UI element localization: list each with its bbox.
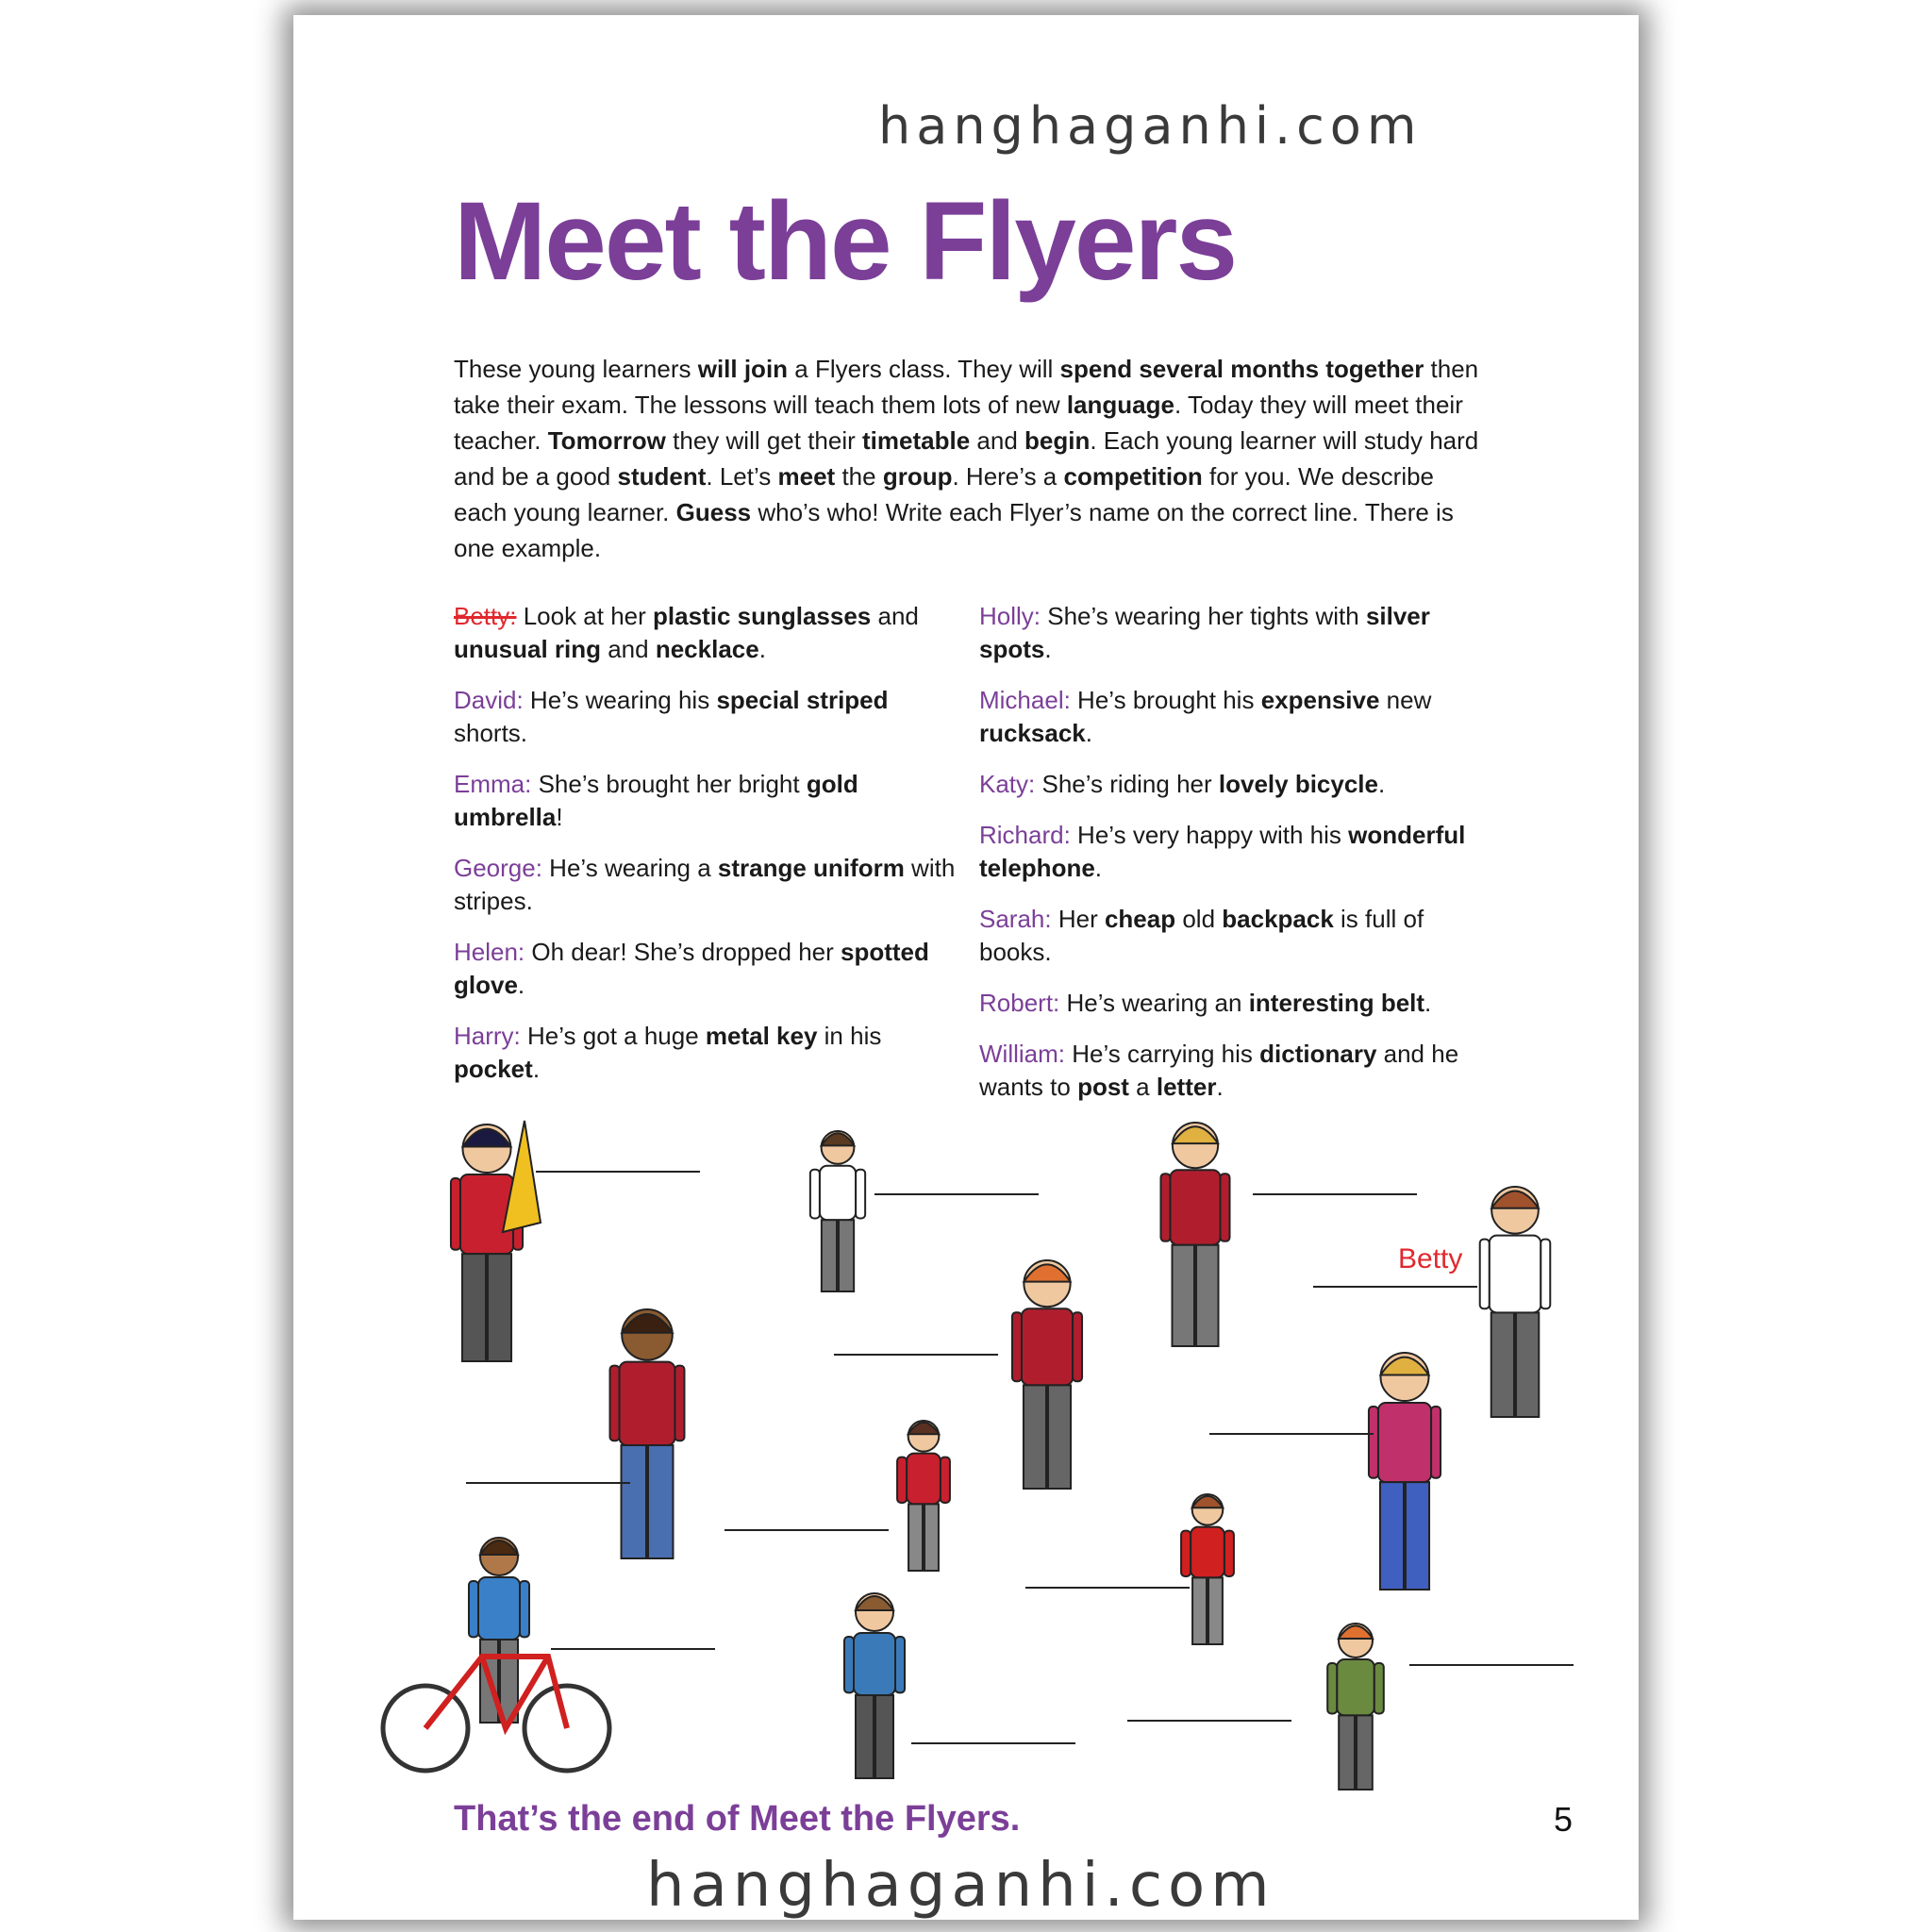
child-name: Katy: (979, 770, 1036, 798)
child-name: Michael: (979, 686, 1071, 714)
child-name: Holly: (979, 602, 1041, 630)
bold-word: backpack (1222, 905, 1334, 933)
text-run: . (1424, 989, 1432, 1017)
text-run: a Flyers class. They will (788, 355, 1060, 383)
bold-word: special striped (716, 686, 889, 714)
bold-word: letter (1156, 1073, 1217, 1101)
bold-word: expensive (1260, 686, 1380, 714)
bold-word: cheap (1104, 905, 1176, 933)
text-run: He’s wearing an (1059, 989, 1249, 1017)
text-run: . Today they will meet their teacher. (454, 391, 1463, 455)
child-name: George: (454, 854, 542, 882)
example-answer-betty: Betty (1398, 1243, 1463, 1274)
text-run: . (758, 635, 766, 663)
child-name: Richard: (979, 821, 1071, 849)
text-run: the (835, 462, 883, 491)
page-number: 5 (1554, 1800, 1574, 1839)
bold-word: meet (777, 462, 836, 491)
text-run: and (871, 602, 919, 630)
child-name: Robert: (979, 989, 1060, 1017)
text-run: then take their exam. The lessons will teach them lots of new (454, 355, 1479, 419)
text-run: She’s riding her (1035, 770, 1219, 798)
text-run: old (1175, 905, 1223, 933)
text-run: they will get their (665, 426, 863, 455)
girl-bending-illustration (897, 1421, 950, 1571)
boy-with-backpack-illustration (844, 1593, 905, 1778)
boy-with-letter-illustration (1160, 1123, 1229, 1346)
bold-word: post (1077, 1073, 1129, 1101)
text-run: She’s wearing her tights with (1041, 602, 1366, 630)
bold-word: lovely bicycle (1218, 770, 1378, 798)
bold-word: rucksack (979, 719, 1086, 747)
two-girls-walking-illustration (1327, 1624, 1384, 1790)
text-run: in his (817, 1022, 882, 1050)
bold-word: silver spots (979, 602, 1430, 663)
text-run: who’s who! Write each Flyer’s name on the correct line. There is one example. (454, 498, 1454, 562)
boy-in-striped-suit-illustration (1369, 1353, 1441, 1590)
bold-word: student (617, 462, 707, 491)
text-run: . (1085, 719, 1092, 747)
text-run: with stripes. (454, 854, 956, 915)
child-name: William: (979, 1040, 1065, 1068)
answer-line[interactable] (1409, 1664, 1574, 1666)
bold-word: metal key (705, 1022, 818, 1050)
child-name: David: (454, 686, 524, 714)
text-run: . (1216, 1073, 1224, 1101)
answer-line[interactable] (1209, 1433, 1374, 1435)
answer-line[interactable] (874, 1193, 1039, 1195)
text-run: Look at her (516, 602, 654, 630)
text-run: . (1378, 770, 1386, 798)
answer-line[interactable] (1025, 1587, 1190, 1589)
text-run: She’s brought her bright (531, 770, 807, 798)
bold-word: spotted glove (454, 938, 929, 999)
text-run: ! (556, 803, 563, 831)
text-run: . (517, 971, 525, 999)
footer-text: That’s the end of Meet the Flyers. (454, 1799, 1021, 1839)
boy-with-phone-illustration (1012, 1260, 1082, 1489)
watermark-bottom: hanghaganhi.com (646, 1851, 1275, 1921)
answer-line[interactable] (466, 1482, 630, 1484)
text-run: is full of books. (979, 905, 1424, 966)
text-run: He’s carrying his (1065, 1040, 1260, 1068)
answer-line[interactable] (551, 1648, 715, 1650)
answer-line[interactable] (834, 1354, 998, 1356)
bold-word: Tomorrow (547, 426, 666, 455)
page-title: Meet the Flyers (454, 179, 1237, 304)
teacher-betty-illustration (1480, 1187, 1551, 1417)
text-run: . Each young learner will study hard and be a good (454, 426, 1479, 491)
answer-line[interactable] (536, 1171, 700, 1173)
child-name: Betty: (454, 602, 517, 630)
text-run: and (970, 426, 1024, 455)
text-run: . Let’s (706, 462, 778, 491)
bold-word: wonderful telephone (979, 821, 1466, 882)
bold-word: competition (1063, 462, 1203, 491)
text-run: . (1044, 635, 1052, 663)
answer-line[interactable] (1127, 1720, 1291, 1722)
text-run: a (1128, 1073, 1157, 1101)
text-run: He’s wearing his (523, 686, 717, 714)
bold-word: group (882, 462, 953, 491)
bold-word: gold umbrella (454, 770, 858, 831)
text-run: He’s very happy with his (1070, 821, 1349, 849)
bold-word: begin (1024, 426, 1091, 455)
text-run: These young learners (454, 355, 698, 383)
text-run: and (601, 635, 656, 663)
boy-with-striped-shorts-illustration (610, 1309, 685, 1558)
child-name: Sarah: (979, 905, 1052, 933)
answer-line[interactable] (1313, 1286, 1477, 1288)
bold-word: plastic sunglasses (653, 602, 872, 630)
worksheet-page (293, 15, 1639, 1920)
watermark-top: hanghaganhi.com (878, 96, 1423, 156)
text-run: He’s brought his (1070, 686, 1261, 714)
bold-word: timetable (862, 426, 971, 455)
child-name: Emma: (454, 770, 532, 798)
bold-word: will join (697, 355, 789, 383)
answer-line[interactable] (724, 1529, 889, 1531)
text-run: He’s got a huge (520, 1022, 706, 1050)
text-run: Her (1051, 905, 1105, 933)
child-name: Helen: (454, 938, 525, 966)
boy-with-belt-illustration (810, 1131, 865, 1291)
text-run: Oh dear! She’s dropped her (525, 938, 841, 966)
bold-word: interesting belt (1248, 989, 1425, 1017)
illustration-children (293, 15, 1639, 1920)
text-run: . Here’s a (952, 462, 1064, 491)
bold-word: unusual ring (454, 635, 601, 663)
bold-word: pocket (454, 1055, 533, 1083)
bold-word: language (1066, 391, 1174, 419)
girl-with-umbrella-illustration (451, 1124, 523, 1361)
boy-in-red-jacket-illustration (1181, 1494, 1234, 1644)
answer-line[interactable] (911, 1742, 1075, 1744)
text-run: . (532, 1055, 541, 1083)
bold-word: strange uniform (717, 854, 905, 882)
text-run: for you. We describe each young learner. (454, 462, 1435, 526)
girl-on-bicycle-illustration (469, 1538, 529, 1723)
child-name: Harry: (454, 1022, 521, 1050)
bold-word: necklace (655, 635, 759, 663)
bold-word: Guess (675, 498, 752, 526)
text-run: and he wants to (979, 1040, 1459, 1101)
text-run: . (1094, 854, 1103, 882)
text-run: He’s wearing a (541, 854, 718, 882)
bold-word: dictionary (1259, 1040, 1377, 1068)
bold-word: spend several months together (1059, 355, 1424, 383)
text-run: new (1379, 686, 1432, 714)
answer-line[interactable] (1253, 1193, 1417, 1195)
text-run: shorts. (454, 719, 528, 747)
